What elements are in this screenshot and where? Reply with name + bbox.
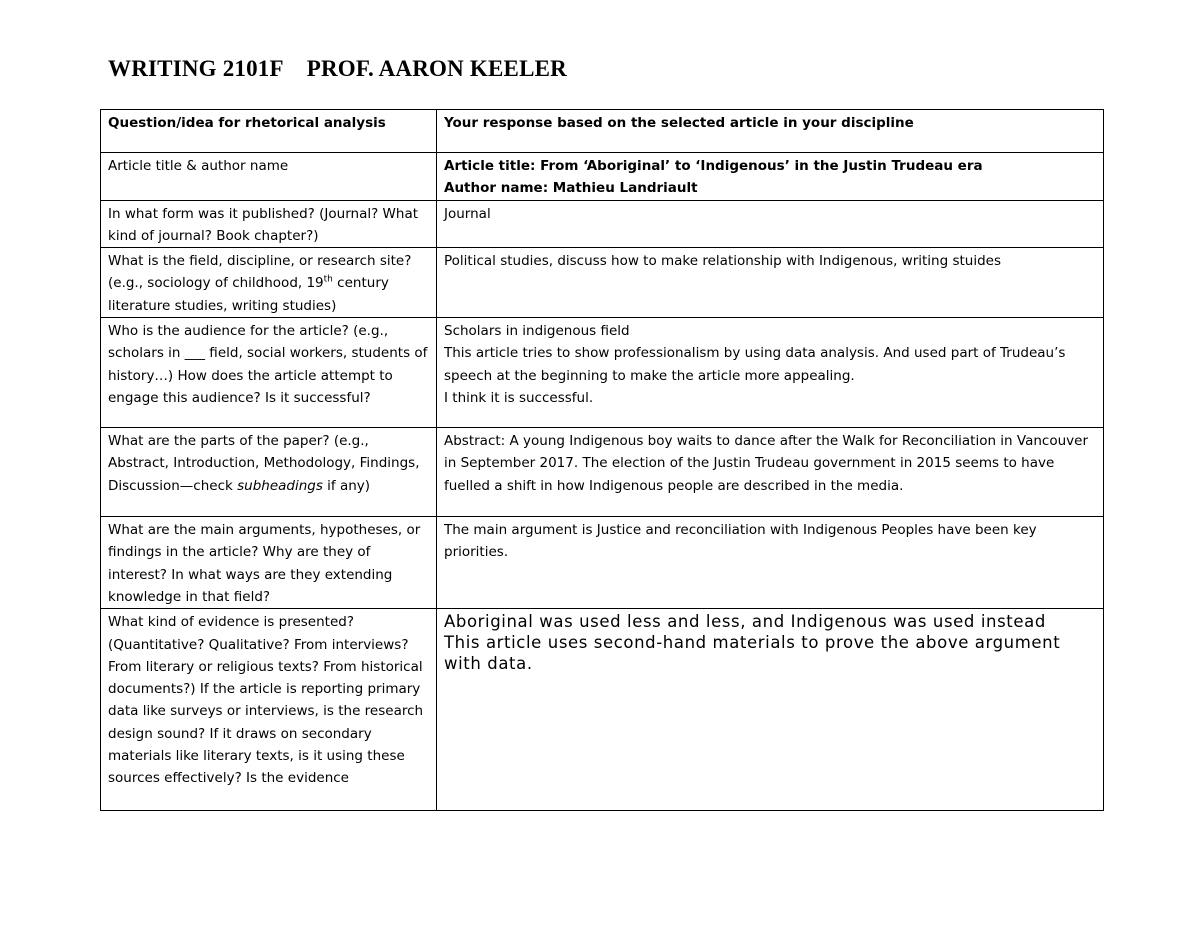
question-text: What is the field, discipline, or research site? (e.g., sociology of childhood, 19: [108, 253, 412, 292]
answer-line: I think it is successful.: [444, 389, 594, 406]
author-name-line: Author name: Mathieu Landriault: [444, 180, 698, 197]
answer-cell: Journal: [437, 200, 1104, 248]
answer-line: This article tries to show professionalism by using data analysis. And used part of Trudeau’s speech at the beginning to make the article more appealing.: [444, 345, 1066, 384]
superscript-th: th: [323, 274, 333, 285]
answer-line: This article uses second-hand materials to prove the above argument with data.: [444, 633, 1061, 674]
answer-cell: [437, 153, 1104, 201]
table-row: [101, 248, 1104, 318]
table-row: [101, 609, 1104, 811]
question-emphasis: subheadings: [237, 477, 323, 494]
question-cell: [101, 428, 437, 517]
answer-line: Aboriginal was used less and less, and Indigenous was used instead: [444, 612, 1046, 632]
header-question: Question/idea for rhetorical analysis: [101, 110, 437, 153]
answer-cell: Abstract: A young Indigenous boy waits to dance after the Walk for Reconciliation in Vancouver in September 2017. The election of the Justin Trudeau government in 2015 seems to have fuelled a shift in how Indigenous people are described in the media.: [437, 428, 1104, 517]
table-row: [101, 517, 1104, 609]
question-text-end: century literature studies, writing studies): [108, 275, 389, 314]
rhetorical-analysis-table: [100, 109, 1104, 811]
table-row: [101, 428, 1104, 517]
answer-line: Scholars in indigenous field: [444, 323, 630, 340]
answer-cell: [437, 318, 1104, 428]
question-text-end: if any): [322, 477, 371, 494]
answer-cell: The main argument is Justice and reconciliation with Indigenous Peoples have been key priorities.: [437, 517, 1104, 609]
header-response: Your response based on the selected article in your discipline: [437, 110, 1104, 153]
table-row: [101, 318, 1104, 428]
answer-cell: [437, 609, 1104, 811]
table-row: [101, 153, 1104, 201]
article-title-line: Article title: From ‘Aboriginal’ to ‘Indigenous’ in the Justin Trudeau era: [444, 158, 983, 174]
question-text: What are the parts of the paper? (e.g., Abstract, Introduction, Methodology, Findings, Discussion—check: [108, 433, 420, 494]
question-cell: [101, 248, 437, 318]
question-cell: In what form was it published? (Journal? What kind of journal? Book chapter?): [101, 200, 437, 248]
question-cell: What are the main arguments, hypotheses, or findings in the article? Why are they of interest? In what ways are they extending knowledge in that field?: [101, 517, 437, 609]
answer-cell: Political studies, discuss how to make relationship with Indigenous, writing stuides: [437, 248, 1104, 318]
document-title: WRITING 2101F PROF. AARON KEELER: [108, 56, 567, 81]
table-header-row: [101, 110, 1104, 153]
question-cell: Who is the audience for the article? (e.g., scholars in ___ field, social workers, students of history…) How does the article attempt to engage this audience? Is it successful?: [101, 318, 437, 428]
table-row: [101, 200, 1104, 248]
question-cell: What kind of evidence is presented? (Quantitative? Qualitative? From interviews? From literary or religious texts? From historical documents?) If the article is reporting primary data like surveys or interviews, is the research design sound? If it draws on secondary materials like literary texts, is it using these sources effectively? Is the evidence: [101, 609, 437, 811]
question-cell: Article title & author name: [101, 153, 437, 201]
